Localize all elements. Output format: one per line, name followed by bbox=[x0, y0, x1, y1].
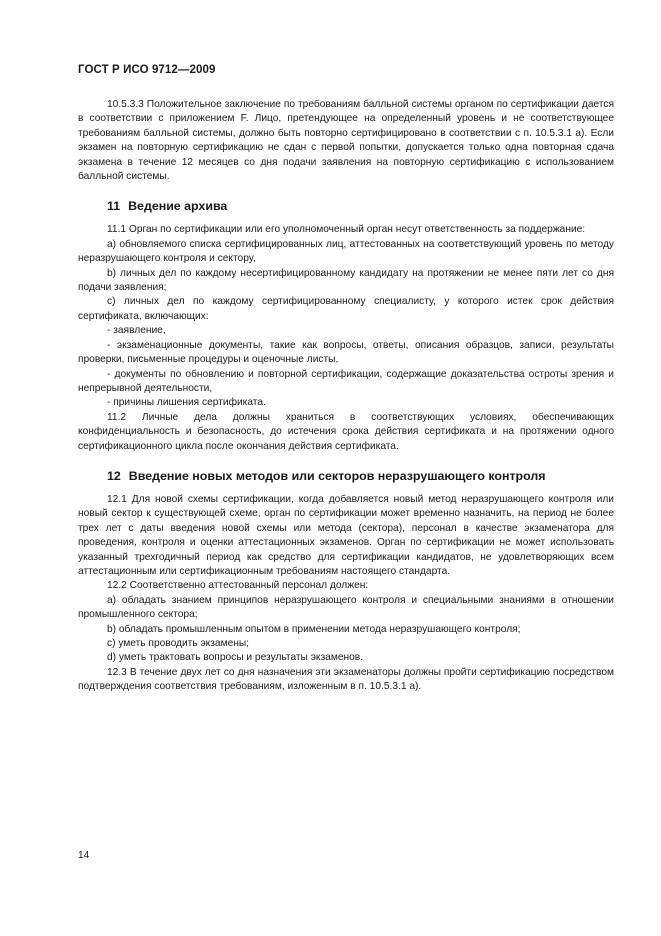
paragraph-12-2: 12.2 Соответственно аттестованный персонал должен: bbox=[107, 580, 369, 592]
dash-item-exam-documents: - экзаменационные документы, такие как вопросы, ответы, описания образцов, записи, результаты проверки, письменные процедуры и оценочные листы, bbox=[78, 339, 614, 366]
section-12-title: Введение новых методов или секторов неразрушающего контроля bbox=[128, 468, 546, 483]
section-12-heading bbox=[78, 468, 614, 484]
list-item-12-b: b) обладать промышленным опытом в применении метода неразрушающего контроля; bbox=[107, 623, 521, 635]
page-number: 14 bbox=[78, 850, 90, 861]
paragraph-11-1: 11.1 Орган по сертификации или его уполномоченный орган несут ответственность за поддержание: bbox=[107, 224, 586, 236]
dash-item-renewal-documents: - документы по обновлению и повторной сертификации, содержащие доказательства остроты зрения и непрерывной деятельности, bbox=[78, 368, 614, 394]
list-item-12-a: a) обладать знанием принципов неразрушающего контроля и специальными знаниями в отношении промышленного сектора; bbox=[78, 594, 614, 621]
paragraph-10-5-3-3: 10.5.3.3 Положительное заключение по требованиям балльной системы органом по сертификации дается в соответствии с приложением F. Лицо, претендующее на определенный уровень и не соответствующее требованиям балльной системы, должно быть повторно сертифицировано в соответствии с п. 10.5.3.1 а). Если экзамен на повторную сертификацию не сдан с первой попытки, допускается только одна повторная сдача экзамена в течение 12 месяцев со дня подачи заявления на повторную сертификацию с использованием балльной системы. bbox=[78, 99, 614, 183]
paragraph-12-1: 12.1 Для новой схемы сертификации, когда добавляется новый метод неразрушающего контроля или новый сектор к существующей схеме, орган по сертификации может временно назначить, на период не более трех лет с даты введения новой схемы или метода (сектора), персонал в качестве экзаменатора для проведения, контроля и оценки аттестационных экзаменов. Орган по сертификации не может использовать указанный трехгодичный период как средство для сертификации кандидатов, не удовлетворяющих всем аттестационным или сертификационным требованиям настоящего стандарта. bbox=[78, 493, 614, 577]
paragraph-11-2: 11.2 Личные дела должны храниться в соответствующих условиях, обеспечивающих конфиденциальность и безопасность, до истечения срока действия сертификата и на протяжении одного сертификационного цикла после окончания действия сертификата. bbox=[78, 411, 614, 452]
list-item-12-c: c) уметь проводить экзамены; bbox=[107, 638, 250, 649]
document-header: ГОСТ Р ИСО 9712—2009 bbox=[78, 64, 216, 76]
section-11-title: Ведение архива bbox=[128, 199, 228, 214]
list-item-11-a: a) обновляемого списка сертифицированных лиц, аттестованных на соответствующий уровень по методу неразрушающего контроля и сектору, bbox=[78, 238, 614, 265]
section-11-heading bbox=[78, 198, 614, 214]
list-item-11-c: c) личных дел по каждому сертифицированному специалисту, у которого истек срок действия сертификата, включающих: bbox=[78, 296, 614, 322]
section-12-number: 12 bbox=[107, 468, 121, 483]
document-body bbox=[78, 98, 614, 695]
paragraph-12-3: 12.3 В течение двух лет со дня назначения эти экзаменаторы должны пройти сертификацию посредством подтверждения соответствия требованиям, изложенным в п. 10.5.3.1 а). bbox=[78, 666, 614, 693]
list-item-11-b: b) личных дел по каждому несертифицированному кандидату на протяжении не менее пяти лет со дня подачи заявления; bbox=[78, 267, 614, 294]
dash-item-revocation-reasons: - причины лишения сертификата. bbox=[107, 397, 266, 409]
dash-item-application: - заявление, bbox=[107, 325, 166, 337]
list-item-12-d: d) уметь трактовать вопросы и результаты экзаменов. bbox=[107, 652, 364, 664]
section-11-number: 11 bbox=[107, 199, 121, 214]
